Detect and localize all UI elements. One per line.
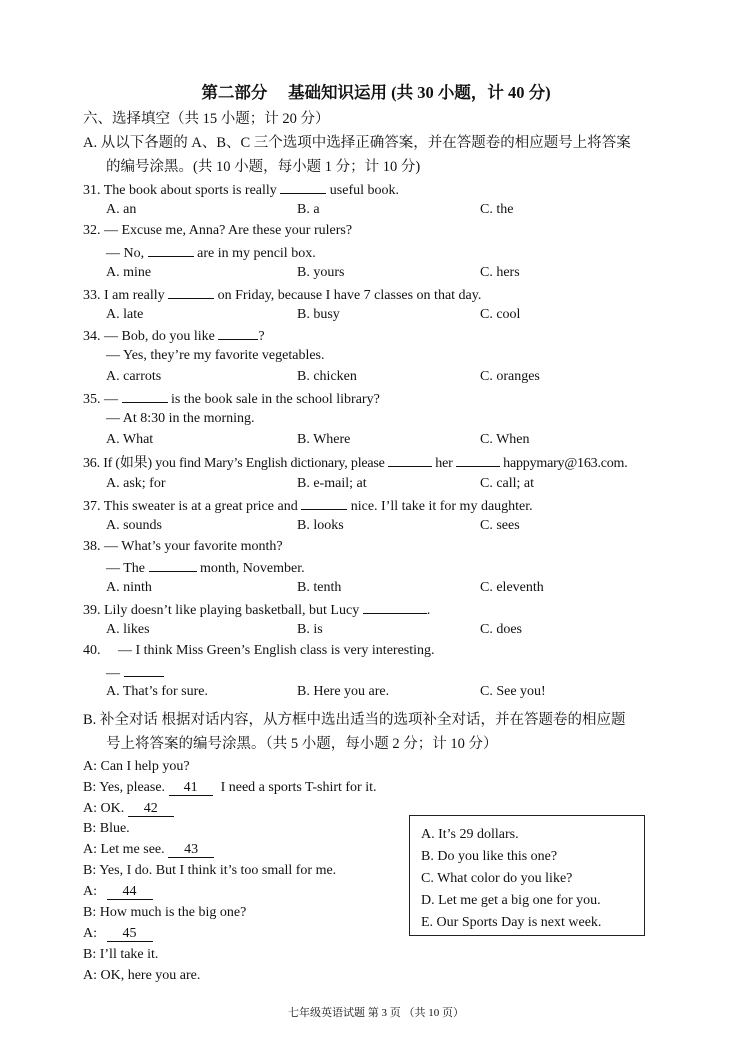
answer-blank-41: 41 bbox=[169, 780, 213, 796]
option-a: A. That’s for sure. bbox=[106, 684, 208, 699]
box-option-c: C. What color do you like? bbox=[421, 871, 573, 886]
option-a: A. late bbox=[106, 307, 144, 322]
question-38-reply: — The month, November. bbox=[106, 558, 305, 578]
part-b-instructions-2: 号上将答案的编号涂黑。（共 5 小题，每小题 2 分；计 10 分） bbox=[106, 736, 498, 752]
box-option-b: B. Do you like this one? bbox=[421, 849, 558, 864]
dialogue-line: B: Yes, I do. But I think it’s too small for me. bbox=[83, 863, 337, 878]
dialogue-line: A: OK, here you are. bbox=[83, 968, 201, 983]
answer-blank bbox=[456, 453, 500, 467]
option-b: B. looks bbox=[297, 518, 344, 533]
question-31-stem: 31. The book about sports is really useful book. bbox=[83, 180, 399, 200]
option-b: B. is bbox=[297, 622, 323, 637]
answer-blank bbox=[149, 558, 197, 572]
option-a: A. What bbox=[106, 432, 154, 447]
answer-blank bbox=[363, 600, 427, 614]
option-c: C. does bbox=[480, 622, 522, 637]
option-a: A. mine bbox=[106, 265, 152, 280]
option-a: A. ninth bbox=[106, 580, 152, 595]
dialogue-line: B: I’ll take it. bbox=[83, 947, 159, 962]
answer-blank bbox=[122, 389, 168, 403]
option-c: C. oranges bbox=[480, 369, 540, 384]
question-35-stem: 35. — is the book sale in the school library? bbox=[83, 389, 380, 409]
option-c: C. the bbox=[480, 202, 514, 217]
option-b: B. yours bbox=[297, 265, 345, 280]
dialogue-line: A: Can I help you? bbox=[83, 759, 190, 774]
question-32-stem: 32. — Excuse me, Anna? Are these your rulers? bbox=[83, 223, 353, 238]
dialogue-line: A: Let me see. 43 bbox=[83, 841, 214, 859]
option-b: B. Where bbox=[297, 432, 351, 447]
option-b: B. Here you are. bbox=[297, 684, 390, 699]
box-option-d: D. Let me get a big one for you. bbox=[421, 893, 601, 908]
question-32-reply: — No, are in my pencil box. bbox=[106, 243, 316, 263]
box-option-a: A. It’s 29 dollars. bbox=[421, 827, 519, 842]
answer-blank bbox=[148, 243, 194, 257]
option-c: C. call; at bbox=[480, 476, 535, 491]
question-37-stem: 37. This sweater is at a great price and nice. I’ll take it for my daughter. bbox=[83, 496, 533, 516]
question-40-stem: 40. — I think Miss Green’s English class is very interesting. bbox=[83, 643, 435, 658]
section-heading: 六、选择填空（共 15 小题；计 20 分） bbox=[83, 111, 330, 127]
dialogue-line: A: 44 bbox=[83, 883, 153, 901]
option-c: C. sees bbox=[480, 518, 520, 533]
question-36-stem: 36. If (如果) you find Mary’s English dictionary, please her happymary@163.com. bbox=[83, 453, 628, 473]
part-b-instructions-1: B. 补全对话 根据对话内容，从方框中选出适当的选项补全对话，并在答题卷的相应题 bbox=[83, 712, 626, 728]
option-c: C. See you! bbox=[480, 684, 546, 699]
option-b: B. chicken bbox=[297, 369, 357, 384]
answer-blank bbox=[124, 663, 164, 677]
page-footer: 七年级英语试题 第 3 页 （共 10 页） bbox=[288, 1007, 464, 1019]
option-c: C. When bbox=[480, 432, 530, 447]
dialogue-line: A: 45 bbox=[83, 925, 153, 943]
option-b: B. tenth bbox=[297, 580, 342, 595]
option-a: A. ask; for bbox=[106, 476, 166, 491]
question-34-stem: 34. — Bob, do you like ? bbox=[83, 326, 265, 346]
answer-blank-44: 44 bbox=[107, 884, 153, 900]
box-option-e: E. Our Sports Day is next week. bbox=[421, 915, 602, 930]
option-b: B. busy bbox=[297, 307, 340, 322]
answer-blank-43: 43 bbox=[168, 842, 214, 858]
dialogue-line: B: Blue. bbox=[83, 821, 130, 836]
option-c: C. cool bbox=[480, 307, 521, 322]
options-box bbox=[409, 815, 645, 936]
answer-blank bbox=[168, 285, 214, 299]
option-c: C. eleventh bbox=[480, 580, 544, 595]
option-a: A. sounds bbox=[106, 518, 163, 533]
dialogue-line: B: How much is the big one? bbox=[83, 905, 247, 920]
option-b: B. e-mail; at bbox=[297, 476, 367, 491]
answer-blank-42: 42 bbox=[128, 801, 174, 817]
dialogue-line: B: Yes, please. 41 I need a sports T-shirt for it. bbox=[83, 780, 377, 795]
question-34-reply: — Yes, they’re my favorite vegetables. bbox=[106, 348, 325, 363]
question-33-stem: 33. I am really on Friday, because I have 7 classes on that day. bbox=[83, 285, 481, 305]
answer-blank bbox=[280, 180, 326, 194]
answer-blank bbox=[301, 496, 347, 510]
answer-blank bbox=[388, 453, 432, 467]
option-a: A. carrots bbox=[106, 369, 162, 384]
option-c: C. hers bbox=[480, 265, 520, 280]
option-a: A. an bbox=[106, 202, 137, 217]
part-a-instructions-2: 的编号涂黑。(共 10 小题，每小题 1 分；计 10 分) bbox=[106, 159, 421, 175]
option-a: A. likes bbox=[106, 622, 150, 637]
question-35-reply: — At 8:30 in the morning. bbox=[106, 411, 255, 426]
question-39-stem: 39. Lily doesn’t like playing basketball, but Lucy . bbox=[83, 600, 430, 620]
part-a-instructions-1: A. 从以下各题的 A、B、C 三个选项中选择正确答案，并在答题卷的相应题号上将答案 bbox=[83, 135, 631, 151]
section-title: 第二部分 基础知识运用 (共 30 小题，计 40 分) bbox=[201, 83, 551, 102]
dialogue-line: A: OK. 42 bbox=[83, 800, 174, 818]
answer-blank bbox=[218, 326, 258, 340]
answer-blank-45: 45 bbox=[107, 926, 153, 942]
question-40-reply: — bbox=[106, 663, 164, 683]
question-38-stem: 38. — What’s your favorite month? bbox=[83, 539, 283, 554]
option-b: B. a bbox=[297, 202, 320, 217]
